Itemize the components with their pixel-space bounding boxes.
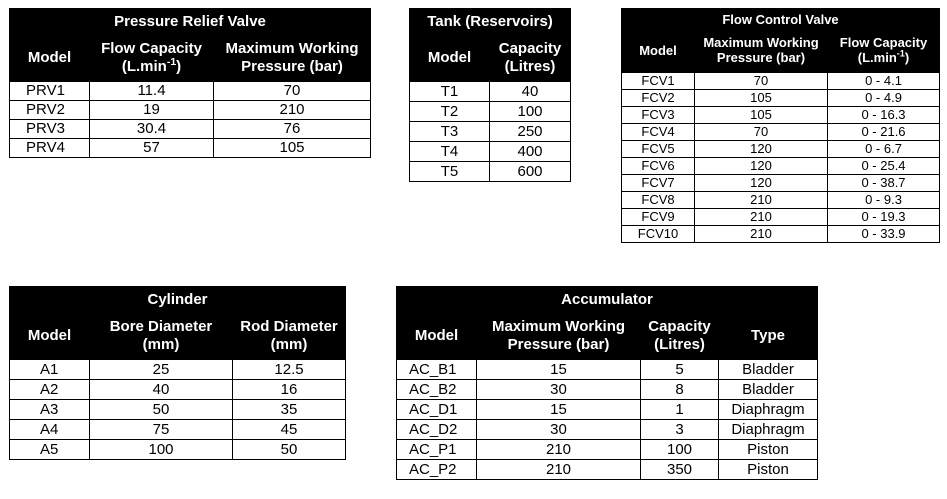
cell-model: T2 — [410, 102, 490, 122]
table-row — [410, 102, 571, 122]
header-line: ) — [904, 50, 910, 65]
cell-rod: 35 — [233, 400, 346, 420]
cell-pressure: 210 — [695, 209, 828, 226]
cell-flow: 0 - 16.3 — [828, 107, 940, 124]
cell-model: FCV8 — [622, 192, 695, 209]
table-row — [397, 440, 818, 460]
table-row — [622, 107, 940, 124]
column-header-model: Model — [410, 34, 490, 82]
column-header-max-pressure — [477, 312, 641, 360]
header-line: (mm) — [270, 335, 308, 353]
table-row — [10, 400, 346, 420]
header-line: Pressure (bar) — [716, 50, 806, 65]
column-header-model: Model — [622, 30, 695, 73]
cell-capacity: 8 — [641, 380, 719, 400]
column-header-model: Model — [10, 34, 90, 82]
cell-flow: 0 - 21.6 — [828, 124, 940, 141]
header-line: Flow Capacity — [101, 40, 202, 58]
table-row — [622, 209, 940, 226]
cell-model: FCV3 — [622, 107, 695, 124]
cell-flow: 0 - 4.9 — [828, 90, 940, 107]
cell-pressure: 120 — [695, 175, 828, 192]
header-superscript: -1 — [166, 55, 177, 68]
cell-flow: 0 - 6.7 — [828, 141, 940, 158]
cell-pressure: 70 — [214, 82, 371, 101]
column-header-bore-diameter — [90, 312, 233, 360]
cell-capacity: 400 — [490, 142, 571, 162]
cell-type: Piston — [719, 440, 818, 460]
cell-bore: 75 — [90, 420, 233, 440]
cell-pressure: 30 — [477, 420, 641, 440]
cell-pressure: 105 — [214, 139, 371, 158]
cell-model: A2 — [10, 380, 90, 400]
table-row — [410, 82, 571, 102]
cell-rod: 50 — [233, 440, 346, 460]
cell-flow: 0 - 33.9 — [828, 226, 940, 243]
header-line: ) — [176, 57, 182, 75]
header-line: (L.min — [857, 50, 897, 65]
cell-capacity: 100 — [641, 440, 719, 460]
table-row — [397, 460, 818, 480]
cell-pressure: 120 — [695, 141, 828, 158]
cell-capacity: 40 — [490, 82, 571, 102]
cell-capacity: 600 — [490, 162, 571, 182]
cell-model: AC_B2 — [397, 380, 477, 400]
flow-control-valve-table — [621, 8, 940, 243]
table-row — [10, 380, 346, 400]
cell-pressure: 120 — [695, 158, 828, 175]
cell-flow: 0 - 19.3 — [828, 209, 940, 226]
table-row — [410, 122, 571, 142]
cell-model: A4 — [10, 420, 90, 440]
pressure-relief-valve-table — [9, 8, 371, 158]
cell-rod: 45 — [233, 420, 346, 440]
cell-pressure: 15 — [477, 360, 641, 380]
cell-pressure: 210 — [695, 226, 828, 243]
table-row — [397, 360, 818, 380]
table-row — [622, 73, 940, 90]
header-line: (mm) — [142, 335, 180, 353]
cell-bore: 40 — [90, 380, 233, 400]
cell-pressure: 15 — [477, 400, 641, 420]
cylinder-table — [9, 286, 346, 460]
cell-model: FCV5 — [622, 141, 695, 158]
table-row — [397, 400, 818, 420]
table-title: Accumulator — [397, 287, 818, 312]
cell-pressure: 105 — [695, 90, 828, 107]
cell-model: A1 — [10, 360, 90, 380]
column-header-max-pressure — [695, 30, 828, 73]
cell-type: Bladder — [719, 380, 818, 400]
header-line: (Litres) — [504, 57, 556, 75]
cell-pressure: 30 — [477, 380, 641, 400]
table-title: Pressure Relief Valve — [10, 9, 371, 34]
cell-capacity: 250 — [490, 122, 571, 142]
tank-reservoirs-table — [409, 8, 571, 182]
cell-model: FCV7 — [622, 175, 695, 192]
cell-type: Piston — [719, 460, 818, 480]
header-line: Maximum Working — [491, 318, 626, 336]
cell-pressure: 210 — [214, 101, 371, 120]
column-header-flow-capacity — [828, 30, 940, 73]
table-row — [10, 82, 371, 101]
column-header-capacity — [490, 34, 571, 82]
cell-flow: 57 — [90, 139, 214, 158]
cell-flow: 0 - 38.7 — [828, 175, 940, 192]
cell-flow: 30.4 — [90, 120, 214, 139]
cell-model: T1 — [410, 82, 490, 102]
cell-capacity: 3 — [641, 420, 719, 440]
table-row — [397, 420, 818, 440]
column-header-type: Type — [719, 312, 818, 360]
cell-capacity: 5 — [641, 360, 719, 380]
cell-capacity: 100 — [490, 102, 571, 122]
column-header-model: Model — [397, 312, 477, 360]
accumulator-table — [396, 286, 818, 480]
cell-flow: 0 - 4.1 — [828, 73, 940, 90]
cell-rod: 12.5 — [233, 360, 346, 380]
cell-model: FCV1 — [622, 73, 695, 90]
cell-capacity: 350 — [641, 460, 719, 480]
cell-model: PRV1 — [10, 82, 90, 101]
cell-model: FCV4 — [622, 124, 695, 141]
cell-model: FCV2 — [622, 90, 695, 107]
table-row — [622, 141, 940, 158]
cell-pressure: 105 — [695, 107, 828, 124]
cell-model: AC_D1 — [397, 400, 477, 420]
column-header-capacity — [641, 312, 719, 360]
cell-pressure: 210 — [695, 192, 828, 209]
cell-model: FCV10 — [622, 226, 695, 243]
table-title: Tank (Reservoirs) — [410, 9, 571, 34]
column-header-flow-capacity — [90, 34, 214, 82]
cell-model: FCV9 — [622, 209, 695, 226]
cell-model: T4 — [410, 142, 490, 162]
column-header-model: Model — [10, 312, 90, 360]
header-line: (L.min — [121, 57, 167, 75]
header-line: Pressure (bar) — [507, 335, 610, 353]
cell-model: PRV3 — [10, 120, 90, 139]
table-row — [622, 226, 940, 243]
cell-bore: 100 — [90, 440, 233, 460]
cell-flow: 11.4 — [90, 82, 214, 101]
cell-flow: 19 — [90, 101, 214, 120]
cell-model: A5 — [10, 440, 90, 460]
table-row — [622, 124, 940, 141]
column-header-max-pressure — [214, 34, 371, 82]
cell-model: T5 — [410, 162, 490, 182]
table-row — [10, 120, 371, 139]
cell-model: AC_D2 — [397, 420, 477, 440]
header-line: Capacity — [648, 318, 711, 336]
table-row — [10, 101, 371, 120]
header-superscript: -1 — [896, 48, 905, 59]
header-line: (Litres) — [654, 335, 705, 353]
cell-model: AC_B1 — [397, 360, 477, 380]
cell-type: Diaphragm — [719, 400, 818, 420]
cell-pressure: 70 — [695, 124, 828, 141]
cell-pressure: 70 — [695, 73, 828, 90]
cell-bore: 50 — [90, 400, 233, 420]
cell-pressure: 210 — [477, 460, 641, 480]
header-line: Rod Diameter — [240, 318, 338, 336]
table-row — [410, 142, 571, 162]
cell-capacity: 1 — [641, 400, 719, 420]
cell-model: PRV4 — [10, 139, 90, 158]
cell-model: A3 — [10, 400, 90, 420]
cell-pressure: 76 — [214, 120, 371, 139]
cell-type: Diaphragm — [719, 420, 818, 440]
table-row — [622, 90, 940, 107]
table-row — [622, 175, 940, 192]
cell-model: T3 — [410, 122, 490, 142]
header-line: Maximum Working — [703, 35, 819, 51]
table-row — [10, 139, 371, 158]
table-row — [10, 420, 346, 440]
cell-type: Bladder — [719, 360, 818, 380]
table-title: Cylinder — [10, 287, 346, 312]
table-row — [10, 360, 346, 380]
column-header-rod-diameter — [233, 312, 346, 360]
cell-model: FCV6 — [622, 158, 695, 175]
table-row — [622, 192, 940, 209]
table-row — [397, 380, 818, 400]
cell-rod: 16 — [233, 380, 346, 400]
cell-model: AC_P1 — [397, 440, 477, 460]
cell-flow: 0 - 9.3 — [828, 192, 940, 209]
header-line: Bore Diameter — [109, 318, 213, 336]
header-line: Flow Capacity — [839, 35, 928, 51]
table-title: Flow Control Valve — [622, 9, 940, 30]
cell-model: AC_P2 — [397, 460, 477, 480]
cell-bore: 25 — [90, 360, 233, 380]
cell-model: PRV2 — [10, 101, 90, 120]
header-line: Capacity — [498, 40, 562, 58]
header-line: Pressure (bar) — [241, 57, 343, 75]
header-line: Maximum Working — [225, 40, 359, 58]
table-row — [622, 158, 940, 175]
table-row — [410, 162, 571, 182]
cell-flow: 0 - 25.4 — [828, 158, 940, 175]
cell-pressure: 210 — [477, 440, 641, 460]
table-row — [10, 440, 346, 460]
